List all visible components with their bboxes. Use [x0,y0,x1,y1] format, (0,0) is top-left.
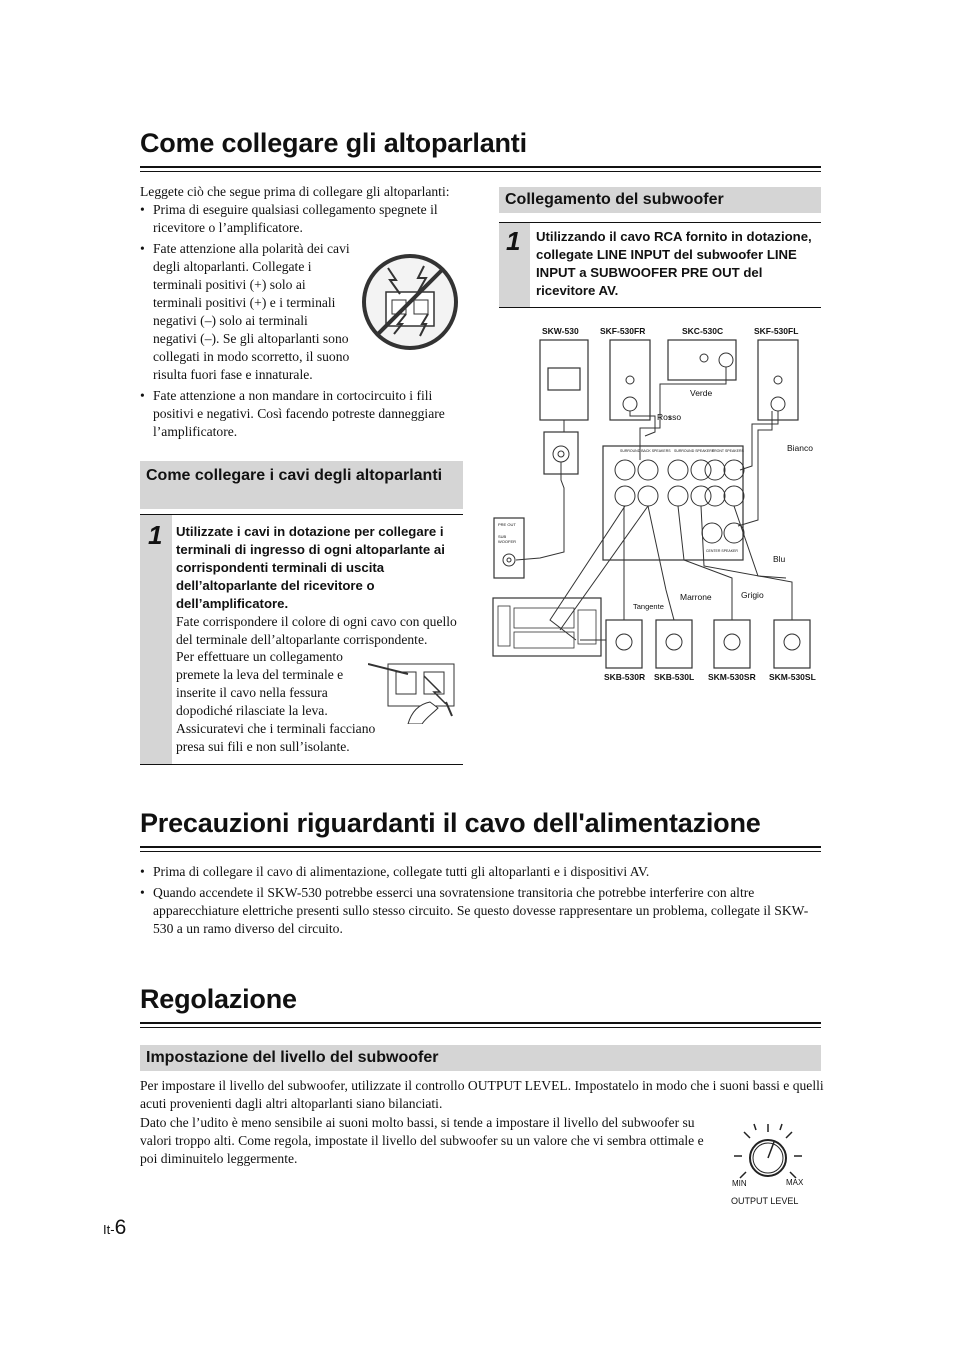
no-short-circuit-illustration [358,250,462,354]
section-heading-level: Impostazione del livello del subwoofer [140,1045,821,1071]
speaker-label: SKM-530SL [769,672,816,682]
page-prefix: It- [103,1222,115,1237]
wiring-diagram-graphic [490,320,830,690]
terminal-illustration [368,652,460,724]
step-number: 1 [506,226,521,256]
section-title-regolazione: Regolazione [140,984,297,1014]
speaker-label: SKW-530 [542,326,579,336]
title-rule [140,166,821,168]
wire-label-blu: Blu [773,554,786,564]
step-text-2: Per effettuare un collegamento premete la leva del terminale e inserite il cavo nella fessura dopodiché rilasciate la leva. [176,649,344,718]
output-level-knob-icon [728,1118,808,1184]
divider [140,514,463,515]
sub-label: SUB WOOFER [498,534,516,544]
title-rule-thin [140,851,821,852]
section-heading-cables: Come collegare i cavi degli altoparlanti [140,461,463,509]
speaker-label: SKF-530FR [600,326,646,336]
list-item: • Quando accendete il SKW-530 potrebbe esserci una sovratensione transitoria che potrebbe interferire con altre apparecchiature elettriche presenti sullo stesso circuito. Se questo dovesse rappresentare un problema, collegate il SKW-530 a un ramo diverso del circuito. [140,884,824,938]
divider [499,222,821,223]
step-text-3: Assicuratevi che i terminali facciano presa sui fili e non sull’isolante. [176,721,376,754]
step-instruction: Utilizzate i cavi in dotazione per collegare i terminali di ingresso di ogni altoparlante ai corrispondenti terminali di uscita dell’altoparlante del ricevitore o dell’amplificatore. [176,524,445,611]
knob-max-label: MAX [786,1178,804,1187]
panel-label: FRONT SPEAKERS [712,449,744,453]
knob-min-label: MIN [732,1179,747,1188]
section-title-speakers: Come collegare gli altoparlanti [140,128,527,158]
wire-label-rosso: Rosso [657,412,682,422]
wire-label-grigio: Grigio [741,590,764,600]
panel-label: SURROUND SPEAKERS [674,449,715,453]
speaker-label: SKC-530C [682,326,724,336]
speaker-label: SKB-530R [604,672,646,682]
panel-label: SURROUND BACK SPEAKERS [620,449,671,453]
title-rule [140,846,821,848]
knob-caption: OUTPUT LEVEL [731,1196,799,1206]
speaker-label: SKF-530FL [754,326,799,336]
divider [140,764,463,765]
level-para-1: Per impostare il livello del subwoofer, utilizzate il controllo OUTPUT LEVEL. Impostatelo in modo che i suoni bassi e quelli acuti provenienti dagli altri altoparlanti siano bilanciati. [140,1078,824,1111]
wire-label-bianco: Bianco [787,443,813,453]
speaker-label: SKM-530SR [708,672,756,682]
wire-label-verde: Verde [690,388,713,398]
page-number [103,1216,126,1240]
section-title-power: Precauzioni riguardanti il cavo dell'alimentazione [140,808,761,838]
title-rule [140,1022,821,1024]
intro-text: Leggete ciò che segue prima di collegare gli altoparlanti: [140,184,450,199]
list-item: • Fate attenzione a non mandare in cortocircuito i fili positivi e negativi. Così facendo potreste danneggiare l’amplificatore. [140,387,465,441]
section-heading-subwoofer: Collegamento del subwoofer [499,187,821,213]
list-item: • Prima di eseguire qualsiasi collegamento spegnete il ricevitore o l’amplificatore. [140,201,465,237]
speaker-label: SKB-530L [654,672,695,682]
step-instruction: Utilizzando il cavo RCA fornito in dotazione, collegate LINE INPUT del subwoofer LINE INPUT a SUBWOOFER PRE OUT del ricevitore AV. [536,229,812,298]
step-column [140,515,172,764]
power-precautions [140,863,824,938]
title-rule-thin [140,171,821,172]
level-para-2: Dato che l’udito è meno sensibile ai suoni molto bassi, si tende a impostare il livello del subwoofer su valori troppo alti. Come regola, impostate il livello del subwoofer su un valore che vi sembra ottimale e poi diminuitelo leggermente. [140,1115,704,1166]
title-rule-thin [140,1027,821,1028]
preout-label: PRE OUT [498,522,516,527]
wire-label-tangente: Tangente [633,602,664,611]
list-item: • Prima di collegare il cavo di alimentazione, collegate tutti gli altoparlanti e i dispositivi AV. [140,863,824,881]
step-text-1: Fate corrispondere il colore di ogni cavo con quello del terminale dell’altoparlante corrispondente. [176,614,457,647]
step-number: 1 [148,520,163,550]
divider [499,307,821,308]
wire-label-marrone: Marrone [680,592,712,602]
panel-label: CENTER SPEAKER [706,549,738,553]
wiring-diagram [490,320,830,690]
list-item: • Fate attenzione alla polarità dei cavi degli altoparlanti. Collegate i terminali positivi (+) solo ai terminali positivi (+) e i terminali negativi (–) solo ai terminali negativi (–). Se gli altoparlanti sono collegati in modo scorretto, il suono risulta fuori fase e innaturale. [140,240,351,384]
page-digit: 6 [114,1216,127,1239]
